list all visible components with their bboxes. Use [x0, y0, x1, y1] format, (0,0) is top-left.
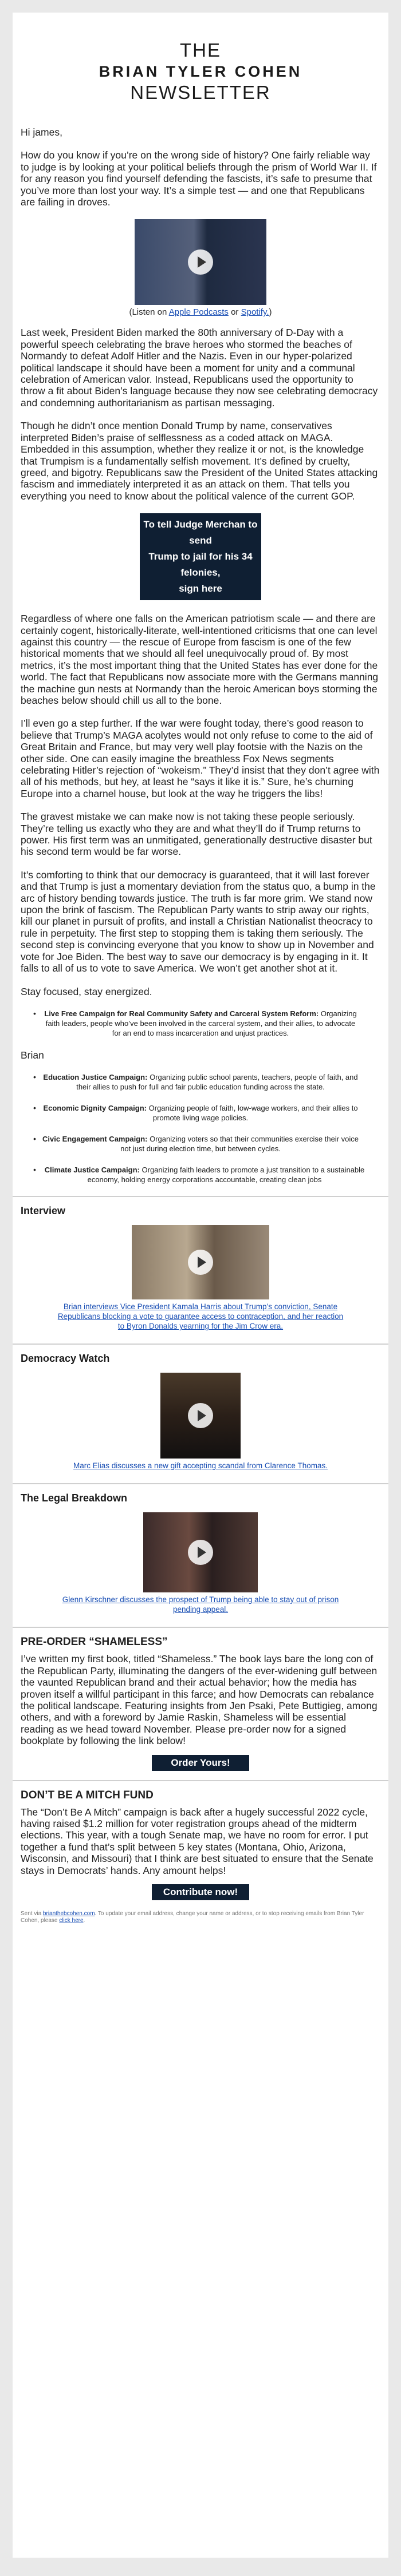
unsubscribe-link[interactable]: click here	[59, 1917, 84, 1924]
spotify-link[interactable]: Spotify.	[241, 307, 269, 318]
interview-caption[interactable]: Brian interviews Vice President Kamala Harris about Trump’s conviction, Senate Republicans blocking a vote to guarantee access to contraception, and her reaction to Byron Donalds yearning for the Jim Crow era.	[57, 1302, 344, 1331]
masthead-the: THE	[180, 39, 221, 61]
list-item: • Education Justice Campaign: Organizing public school parents, teachers, people of faith, and their allies to push for full and fair public education funding across the state.	[21, 1072, 380, 1092]
list-item: • Economic Dignity Campaign: Organizing people of faith, low-wage workers, and their allies to promote living wage policies.	[21, 1103, 380, 1123]
mitch-fund-section	[13, 1780, 388, 1900]
contribute-button[interactable]: Contribute now!	[152, 1884, 249, 1900]
paragraph-3: Though he didn’t once mention Donald Trump by name, conservatives interpreted Biden’s praise of selflessness as a coded attack on MAGA. Embedded in this assumption, whether they realize it or not, is the knowledge that Trumpism is a fundamentally selfish movement. It’s defined by cruelty, greed, and bigotry. Republicans saw the President of the United States attacking fascism and immediately interpreted it as an attack on them. That tells you everything you need to know about the political valence of the current GOP.	[21, 420, 378, 502]
campaign-list-1	[21, 1009, 380, 1038]
masthead	[13, 13, 388, 104]
legal-breakdown-section	[13, 1483, 388, 1614]
interview-video-thumbnail[interactable]	[132, 1225, 269, 1299]
list-item: • Civic Engagement Campaign: Organizing voters so that their communities exercise their voice not just during election time, but between cycles.	[21, 1134, 380, 1154]
democracy-watch-title: Democracy Watch	[21, 1353, 110, 1365]
preorder-text: I’ve written my first book, titled “Shameless.” The book lays bare the long con of the Republican Party, illuminating the dangers of the ever-widening gulf between the vaunted Republican brand and their actual behavior; how the media has proven itself a willful participant in this farce; and how Democrats can rebalance the political landscape. Featuring insights from Jen Psaki, Pete Buttigieg, among others, and with a foreword by Jamie Raskin, Shameless will be essential reading as we head toward November. Please pre-order now for a signed bookplate by following the link below!	[21, 1653, 378, 1747]
order-button[interactable]: Order Yours!	[152, 1755, 249, 1771]
mitch-fund-title: DON’T BE A MITCH FUND	[21, 1789, 154, 1801]
interview-section	[13, 1196, 388, 1331]
list-item: • Live Free Campaign for Real Community Safety and Carceral System Reform: Organizing faith leaders, people who’ve been involved in the carceral system, and their allies, to advocate for an end to mass incarceration and unjust practices.	[21, 1009, 380, 1038]
democracy-watch-caption[interactable]: Marc Elias discusses a new gift accepting scandal from Clarence Thomas.	[73, 1461, 328, 1471]
apple-podcasts-link[interactable]: Apple Podcasts	[168, 307, 229, 318]
intro-paragraph: How do you know if you’re on the wrong side of history? One fairly reliable way to judge is by looking at your political beliefs through the prism of World War II. If for any reason you find yourself defending the fascists, it’s safe to presume that you’ve more than lost your way. It’s a simple test — and one that Republicans are failing in droves.	[21, 149, 377, 208]
masthead-name: BRIAN TYLER COHEN	[99, 63, 302, 80]
preorder-section	[13, 1627, 388, 1770]
interview-title: Interview	[21, 1205, 66, 1217]
paragraph-2: Last week, President Biden marked the 80th anniversary of D-Day with a powerful speech celebrating the brave heroes who stormed the beaches of Normandy to defeat Adolf Hitler and the Nazis. Even in our hyper-polarized political landscape it should have been a moment for unity and a communal celebration of American valor. Instead, Republicans used the opportunity to throw a fit about Biden’s language because they now see celebrating democracy and condemning authoritarianism as partisan messaging.	[21, 327, 378, 409]
video-caption: (Listen on Apple Podcasts or Spotify.)	[129, 307, 272, 318]
legal-breakdown-caption[interactable]: Glenn Kirschner discusses the prospect of Trump being able to stay out of prison pending appeal.	[62, 1595, 339, 1614]
play-icon[interactable]	[188, 249, 213, 275]
mitch-fund-text: The “Don’t Be A Mitch” campaign is back after a hugely successful 2022 cycle, having raised $1.2 million for voter registration groups ahead of the midterm elections. This year, with a tough Senate map, we have no room for error. I put together a fund that’s split between 5 key states (Montana, Ohio, Arizona, Wisconsin, and Missouri) that I think are best situated to ensure that the Senate stays in Democrats’ hands. Any amount helps!	[21, 1806, 374, 1876]
paragraph-5: I’ll even go a step further. If the war were fought today, there’s good reason to believe that Trump’s MAGA acolytes would not only refuse to come to the aid of Great Britain and France, but may very well play footsie with the Nazis on the other side. One can easily imagine the breathless Fox News segments celebrating Hitler’s rejection of “wokeism.” They’d insist that they don’t agree with all of his methods, but hey, at least he “says it like it is.” Sure, he’s churning Europe into a charnel house, but look at the way he triggers the libs!	[21, 718, 380, 799]
democracy-watch-video-thumbnail[interactable]	[160, 1373, 241, 1459]
signature: Brian	[21, 1049, 44, 1061]
sign-petition-button[interactable]: To tell Judge Merchan to send Trump to jail for his 34 felonies, sign here	[140, 513, 261, 600]
newsletter-card	[13, 13, 388, 2558]
paragraph-7: It’s comforting to think that our democracy is guaranteed, that it will last forever and that Trump is just a momentary deviation from the status quo, a bump in the arc of history bending towards justice. The truth is far more grim. We stand now upon the brink of fascism. The Republican Party wants to strip away our rights, kill our planet in pursuit of profits, and install a Christian Nationalist theocracy to rule in perpetuity. The first step to stopping them is taking them seriously. The second step is convincing everyone that you know to show up in November and vote for Joe Biden. The best way to save our democracy is by engaging in it. It falls to all of us to vote to save America. We won’t get another shot at it.	[21, 869, 376, 974]
legal-breakdown-video-thumbnail[interactable]	[143, 1512, 258, 1592]
list-item: • Climate Justice Campaign: Organizing faith leaders to promote a just transition to a sustainable economy, holding energy corporations accountable, creating clean jobs	[21, 1165, 380, 1184]
legal-breakdown-title: The Legal Breakdown	[21, 1492, 128, 1504]
footer: Sent via brianthebcohen.com. To update your email address, change your name or address, or to stop receiving emails from Brian Tyler Cohen, please click here.	[21, 1911, 364, 1924]
paragraph-6: The gravest mistake we can make now is not taking these people seriously. They’re telling us exactly who they are and what they’ll do if Trump returns to power. His first term was an unmitigated, generationally destructive disaster but his second term would be far worse.	[21, 811, 372, 858]
play-icon[interactable]	[188, 1403, 213, 1428]
masthead-newsletter: NEWSLETTER	[130, 82, 271, 103]
campaign-list-2	[21, 1072, 380, 1184]
democracy-watch-section	[13, 1344, 388, 1471]
signoff: Stay focused, stay energized.	[21, 985, 152, 997]
footer-site-link[interactable]: brianthebcohen.com	[42, 1911, 95, 1917]
paragraph-4: Regardless of where one falls on the American patriotism scale — and there are certainly cogent, historically-literate, well-intentioned criticisms that one can level against this country — the rescue of Europe from fascism is one of the few historical moments that we should all feel unequivocally proud of. By most metrics, it’s the most important thing that the United States has ever done for the world. The fact that Republicans now associate more with the Germans manning the machine gun nests at Normandy than the heroic American boys storming the beaches below should chill us all to the bone.	[21, 613, 379, 706]
preorder-title: PRE-ORDER “SHAMELESS”	[21, 1636, 168, 1648]
play-icon[interactable]	[188, 1540, 213, 1565]
greeting: Hi james,	[21, 126, 62, 138]
video-thumbnail-hannity-trump[interactable]	[135, 219, 266, 305]
play-icon[interactable]	[188, 1250, 213, 1275]
